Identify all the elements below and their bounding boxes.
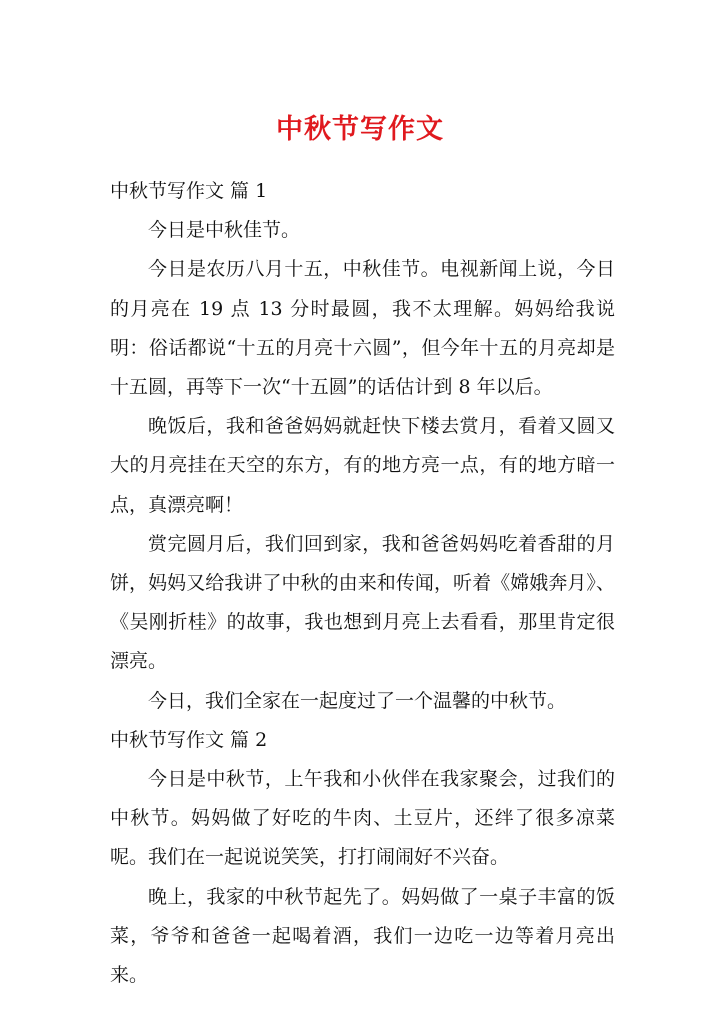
paragraph: 今日是农历八月十五，中秋佳节。电视新闻上说，今日的月亮在 19 点 13 分时最圆，我不太理解。妈妈给我说明：俗话都说“十五的月亮十六圆”，但今年十五的月亮却是十五圆，再等下一次“十五圆”的话估计到 8 年以后。 <box>110 258 615 399</box>
paragraph: 晚上，我家的中秋节起先了。妈妈做了一桌子丰富的饭菜，爷爷和爸爸一起喝着酒，我们一边吃一边等着月亮出来。 <box>110 885 615 987</box>
document-body <box>110 172 615 995</box>
section-heading-1: 中秋节写作文 篇 1 <box>110 180 268 202</box>
paragraph: 今日是中秋节，上午我和小伙伴在我家聚会，过我们的中秋节。妈妈做了好吃的牛肉、土豆片，还绊了很多凉菜呢。我们在一起说说笑笑，打打闹闹好不兴奋。 <box>110 768 615 869</box>
document-title: 中秋节写作文 <box>276 114 444 145</box>
section-heading-2: 中秋节写作文 篇 2 <box>110 728 268 751</box>
paragraph: 今日，我们全家在一起度过了一个温馨的中秋节。 <box>148 689 567 712</box>
paragraph: 赏完圆月后，我们回到家，我和爸爸妈妈吃着香甜的月饼，妈妈又给我讲了中秋的由来和传闻，听着《嫦娥奔月》、《吴刚折桂》的故事，我也想到月亮上去看看，那里肯定很漂亮。 <box>110 532 615 673</box>
paragraph: 晚饭后，我和爸爸妈妈就赶快下楼去赏月，看着又圆又大的月亮挂在天空的东方，有的地方亮一点，有的地方暗一点，真漂亮啊！ <box>110 415 615 516</box>
paragraph: 今日是中秋佳节。 <box>148 219 301 242</box>
